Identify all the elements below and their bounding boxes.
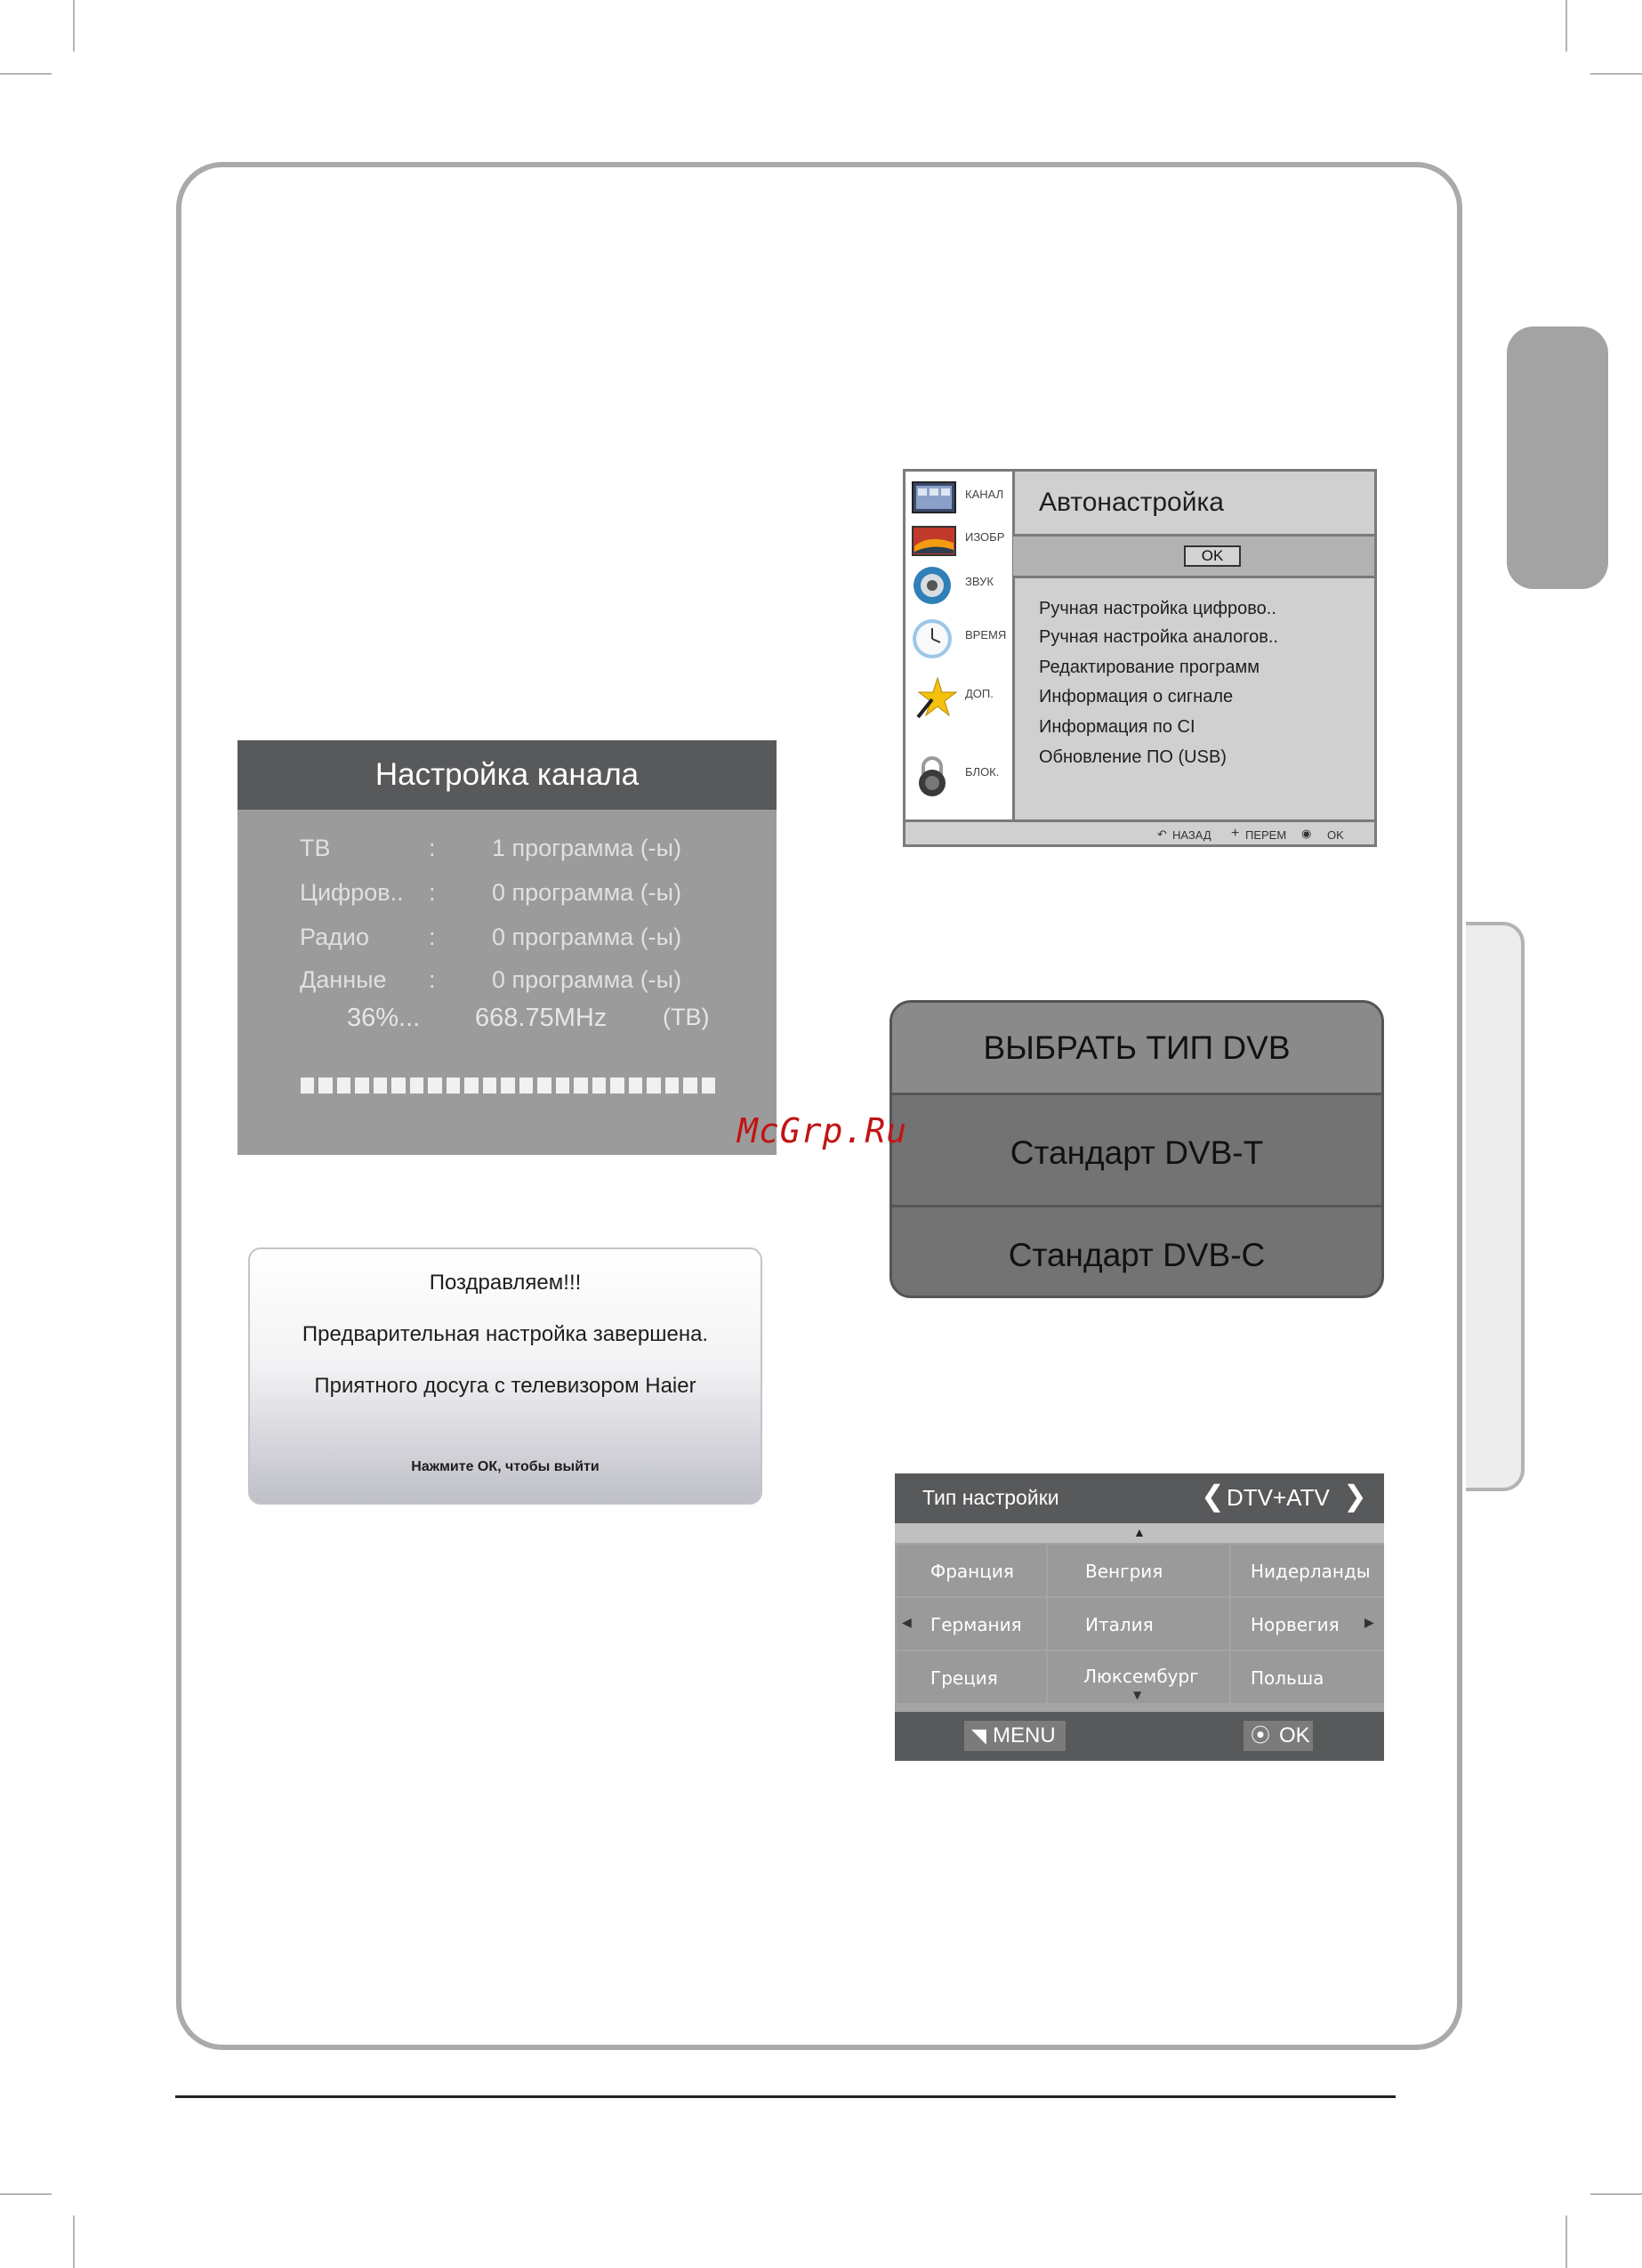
- crop-mark: [1566, 2216, 1567, 2268]
- crop-mark: [1590, 2193, 1642, 2195]
- sidebar-item-sound[interactable]: [909, 562, 1009, 609]
- crop-mark: [1566, 0, 1567, 52]
- progress-segment: [464, 1078, 478, 1094]
- band-readout: (ТВ): [663, 1004, 710, 1030]
- country-label: Польша: [1251, 1667, 1324, 1689]
- tuning-row: [300, 924, 745, 959]
- progress-percent: 36%...: [347, 1004, 421, 1032]
- picture-icon: [911, 520, 957, 562]
- sidebar-item-label: БЛОК.: [965, 765, 1000, 779]
- bottom-rule: [175, 2095, 1396, 2098]
- menu-key-icon: ◥: [971, 1724, 986, 1747]
- sidebar-item-channel[interactable]: [909, 475, 1009, 521]
- row-value: 1 программа (-ы): [492, 835, 682, 861]
- progress-segment: [318, 1078, 332, 1094]
- country-label: Греция: [930, 1667, 998, 1689]
- country-label: Италия: [1085, 1614, 1154, 1635]
- ok-button-label: OK: [1279, 1723, 1310, 1747]
- star-icon: [911, 676, 957, 719]
- menu-item[interactable]: Ручная настройка аналогов..: [1039, 627, 1278, 647]
- section-tab: [1507, 327, 1608, 589]
- country-label: Франция: [930, 1561, 1014, 1582]
- country-cell[interactable]: [897, 1651, 1046, 1703]
- ok-button[interactable]: OK: [1184, 545, 1241, 567]
- country-label: Германия: [930, 1614, 1022, 1635]
- tuning-row: [300, 966, 745, 1002]
- country-cell[interactable]: [897, 1545, 1046, 1596]
- progress-segment: [629, 1078, 642, 1094]
- progress-segment: [556, 1078, 569, 1094]
- arrow-down-icon: ▼: [1133, 1689, 1142, 1701]
- crop-mark: [73, 2216, 75, 2268]
- row-value: 0 программа (-ы): [492, 924, 682, 950]
- sidebar-item-label: ЗВУК: [965, 575, 994, 588]
- chevron-right-icon[interactable]: ❯: [1343, 1480, 1367, 1512]
- frequency-readout: 668.75MHz: [475, 1004, 608, 1032]
- sidebar-item-label: ВРЕМЯ: [965, 628, 1007, 642]
- congrats-title: Поздравляем!!!: [429, 1271, 582, 1295]
- menu-button[interactable]: [964, 1721, 1066, 1751]
- progress-segment: [391, 1078, 405, 1094]
- progress-segment: [447, 1078, 460, 1094]
- ok-key-icon: ⦿: [1251, 1724, 1271, 1747]
- progress-segment: [592, 1078, 606, 1094]
- progress-segment: [683, 1078, 696, 1094]
- tuning-row: [300, 835, 745, 870]
- back-icon: ↶: [1157, 827, 1167, 841]
- dvb-title: ВЫБРАТЬ ТИП DVB: [892, 1003, 1381, 1095]
- crop-mark: [0, 2193, 52, 2195]
- row-sep: :: [429, 966, 436, 993]
- back-hint: НАЗАД: [1172, 828, 1211, 842]
- divider: [892, 1205, 1381, 1207]
- sidebar-item-label: КАНАЛ: [965, 488, 1004, 501]
- sidebar-item-label: ИЗОБР: [965, 530, 1005, 544]
- row-value: 0 программа (-ы): [492, 966, 682, 993]
- progress-bar: [301, 1078, 715, 1094]
- country-cell[interactable]: [1231, 1651, 1384, 1703]
- chevron-left-icon[interactable]: ❮: [1201, 1480, 1225, 1512]
- ok-button[interactable]: [1244, 1721, 1313, 1751]
- sidebar-item-extra[interactable]: [909, 674, 1009, 721]
- country-cell[interactable]: [1231, 1598, 1384, 1650]
- setup-menu: [903, 469, 1377, 847]
- progress-segment: [301, 1078, 314, 1094]
- watermark: McGrp.Ru: [737, 1111, 908, 1150]
- progress-segment: [483, 1078, 496, 1094]
- setup-type-panel: [895, 1473, 1384, 1761]
- lock-icon: [911, 755, 957, 797]
- menu-sidebar: [906, 472, 1015, 819]
- country-label: Венгрия: [1085, 1561, 1163, 1582]
- country-cell[interactable]: [1231, 1545, 1384, 1596]
- sidebar-item-time[interactable]: [909, 616, 1009, 662]
- dvb-option-c[interactable]: Стандарт DVB-C: [1008, 1237, 1266, 1273]
- sidebar-item-lock[interactable]: [909, 753, 1009, 799]
- progress-segment: [410, 1078, 423, 1094]
- dvb-option-t[interactable]: Стандарт DVB-T: [1010, 1134, 1264, 1171]
- progress-segment: [519, 1078, 533, 1094]
- row-value: 0 программа (-ы): [492, 879, 682, 906]
- arrow-right-icon: ▶: [1364, 1616, 1374, 1630]
- row-label: Цифров..: [300, 879, 404, 906]
- congrats-message: Предварительная настройка завершена.: [302, 1322, 709, 1346]
- country-label: Нидерланды: [1251, 1561, 1371, 1582]
- progress-segment: [355, 1078, 368, 1094]
- progress-segment: [702, 1078, 715, 1094]
- row-sep: :: [429, 835, 436, 861]
- country-cell[interactable]: [1048, 1651, 1229, 1703]
- row-label: ТВ: [300, 835, 331, 861]
- menu-item[interactable]: Обновление ПО (USB): [1039, 747, 1227, 767]
- row-label: Радио: [300, 924, 369, 950]
- progress-segment: [647, 1078, 660, 1094]
- setup-type-header: [895, 1473, 1384, 1523]
- progress-segment: [537, 1078, 551, 1094]
- progress-segment: [374, 1078, 387, 1094]
- crop-mark: [0, 73, 52, 75]
- setup-type-footer: [895, 1712, 1384, 1761]
- setup-type-label: Тип настройки: [922, 1486, 1059, 1509]
- country-cell[interactable]: [1048, 1545, 1229, 1596]
- congrats-message-2: Приятного досуга с телевизором Haier: [314, 1374, 696, 1398]
- ok-hint: OK: [1327, 828, 1344, 842]
- crop-mark: [73, 0, 75, 52]
- menu-footer: [906, 819, 1374, 847]
- exit-hint: Нажмите ОК, чтобы выйти: [411, 1459, 600, 1474]
- progress-segment: [501, 1078, 514, 1094]
- scroll-strip: [895, 1523, 1384, 1543]
- dvb-type-selector: [889, 1000, 1384, 1298]
- setup-type-value[interactable]: DTV+ATV: [1227, 1484, 1330, 1511]
- move-icon: +: [1231, 826, 1240, 841]
- crop-mark: [1590, 73, 1642, 75]
- progress-segment: [665, 1078, 679, 1094]
- progress-segment: [574, 1078, 587, 1094]
- sidebar-item-picture[interactable]: [909, 518, 1009, 564]
- menu-item[interactable]: Редактирование программ: [1039, 658, 1260, 677]
- tuning-row: [300, 879, 745, 915]
- menu-title: Автонастройка: [1039, 488, 1224, 517]
- country-label: Норвегия: [1251, 1614, 1340, 1635]
- row-label: Данные: [300, 966, 387, 993]
- speaker-icon: [911, 564, 957, 607]
- arrow-left-icon: ◀: [902, 1616, 912, 1630]
- country-label: Люксембург: [1083, 1666, 1199, 1687]
- sidebar-item-label: ДОП.: [965, 687, 994, 700]
- country-cell[interactable]: [1048, 1598, 1229, 1650]
- country-cell[interactable]: [897, 1598, 1046, 1650]
- clock-icon: [911, 617, 957, 660]
- row-sep: :: [429, 879, 436, 906]
- ok-bar: [1013, 534, 1374, 578]
- progress-segment: [428, 1078, 441, 1094]
- progress-segment: [610, 1078, 624, 1094]
- tv-screen-icon: [911, 477, 957, 520]
- menu-item[interactable]: Информация по CI: [1039, 717, 1195, 737]
- progress-segment: [337, 1078, 350, 1094]
- row-sep: :: [429, 924, 436, 950]
- tuning-title: Настройка канала: [237, 740, 777, 810]
- congrats-dialog: [248, 1247, 762, 1505]
- menu-item[interactable]: Ручная настройка цифрово..: [1039, 599, 1276, 618]
- arrow-up-icon[interactable]: ▲: [1133, 1525, 1146, 1539]
- move-hint: ПЕРЕМ: [1245, 828, 1287, 842]
- ok-icon: ◉: [1301, 827, 1312, 840]
- section-tab-light: [1466, 922, 1525, 1491]
- menu-item[interactable]: Информация о сигнале: [1039, 687, 1234, 706]
- menu-button-label: MENU: [993, 1723, 1056, 1747]
